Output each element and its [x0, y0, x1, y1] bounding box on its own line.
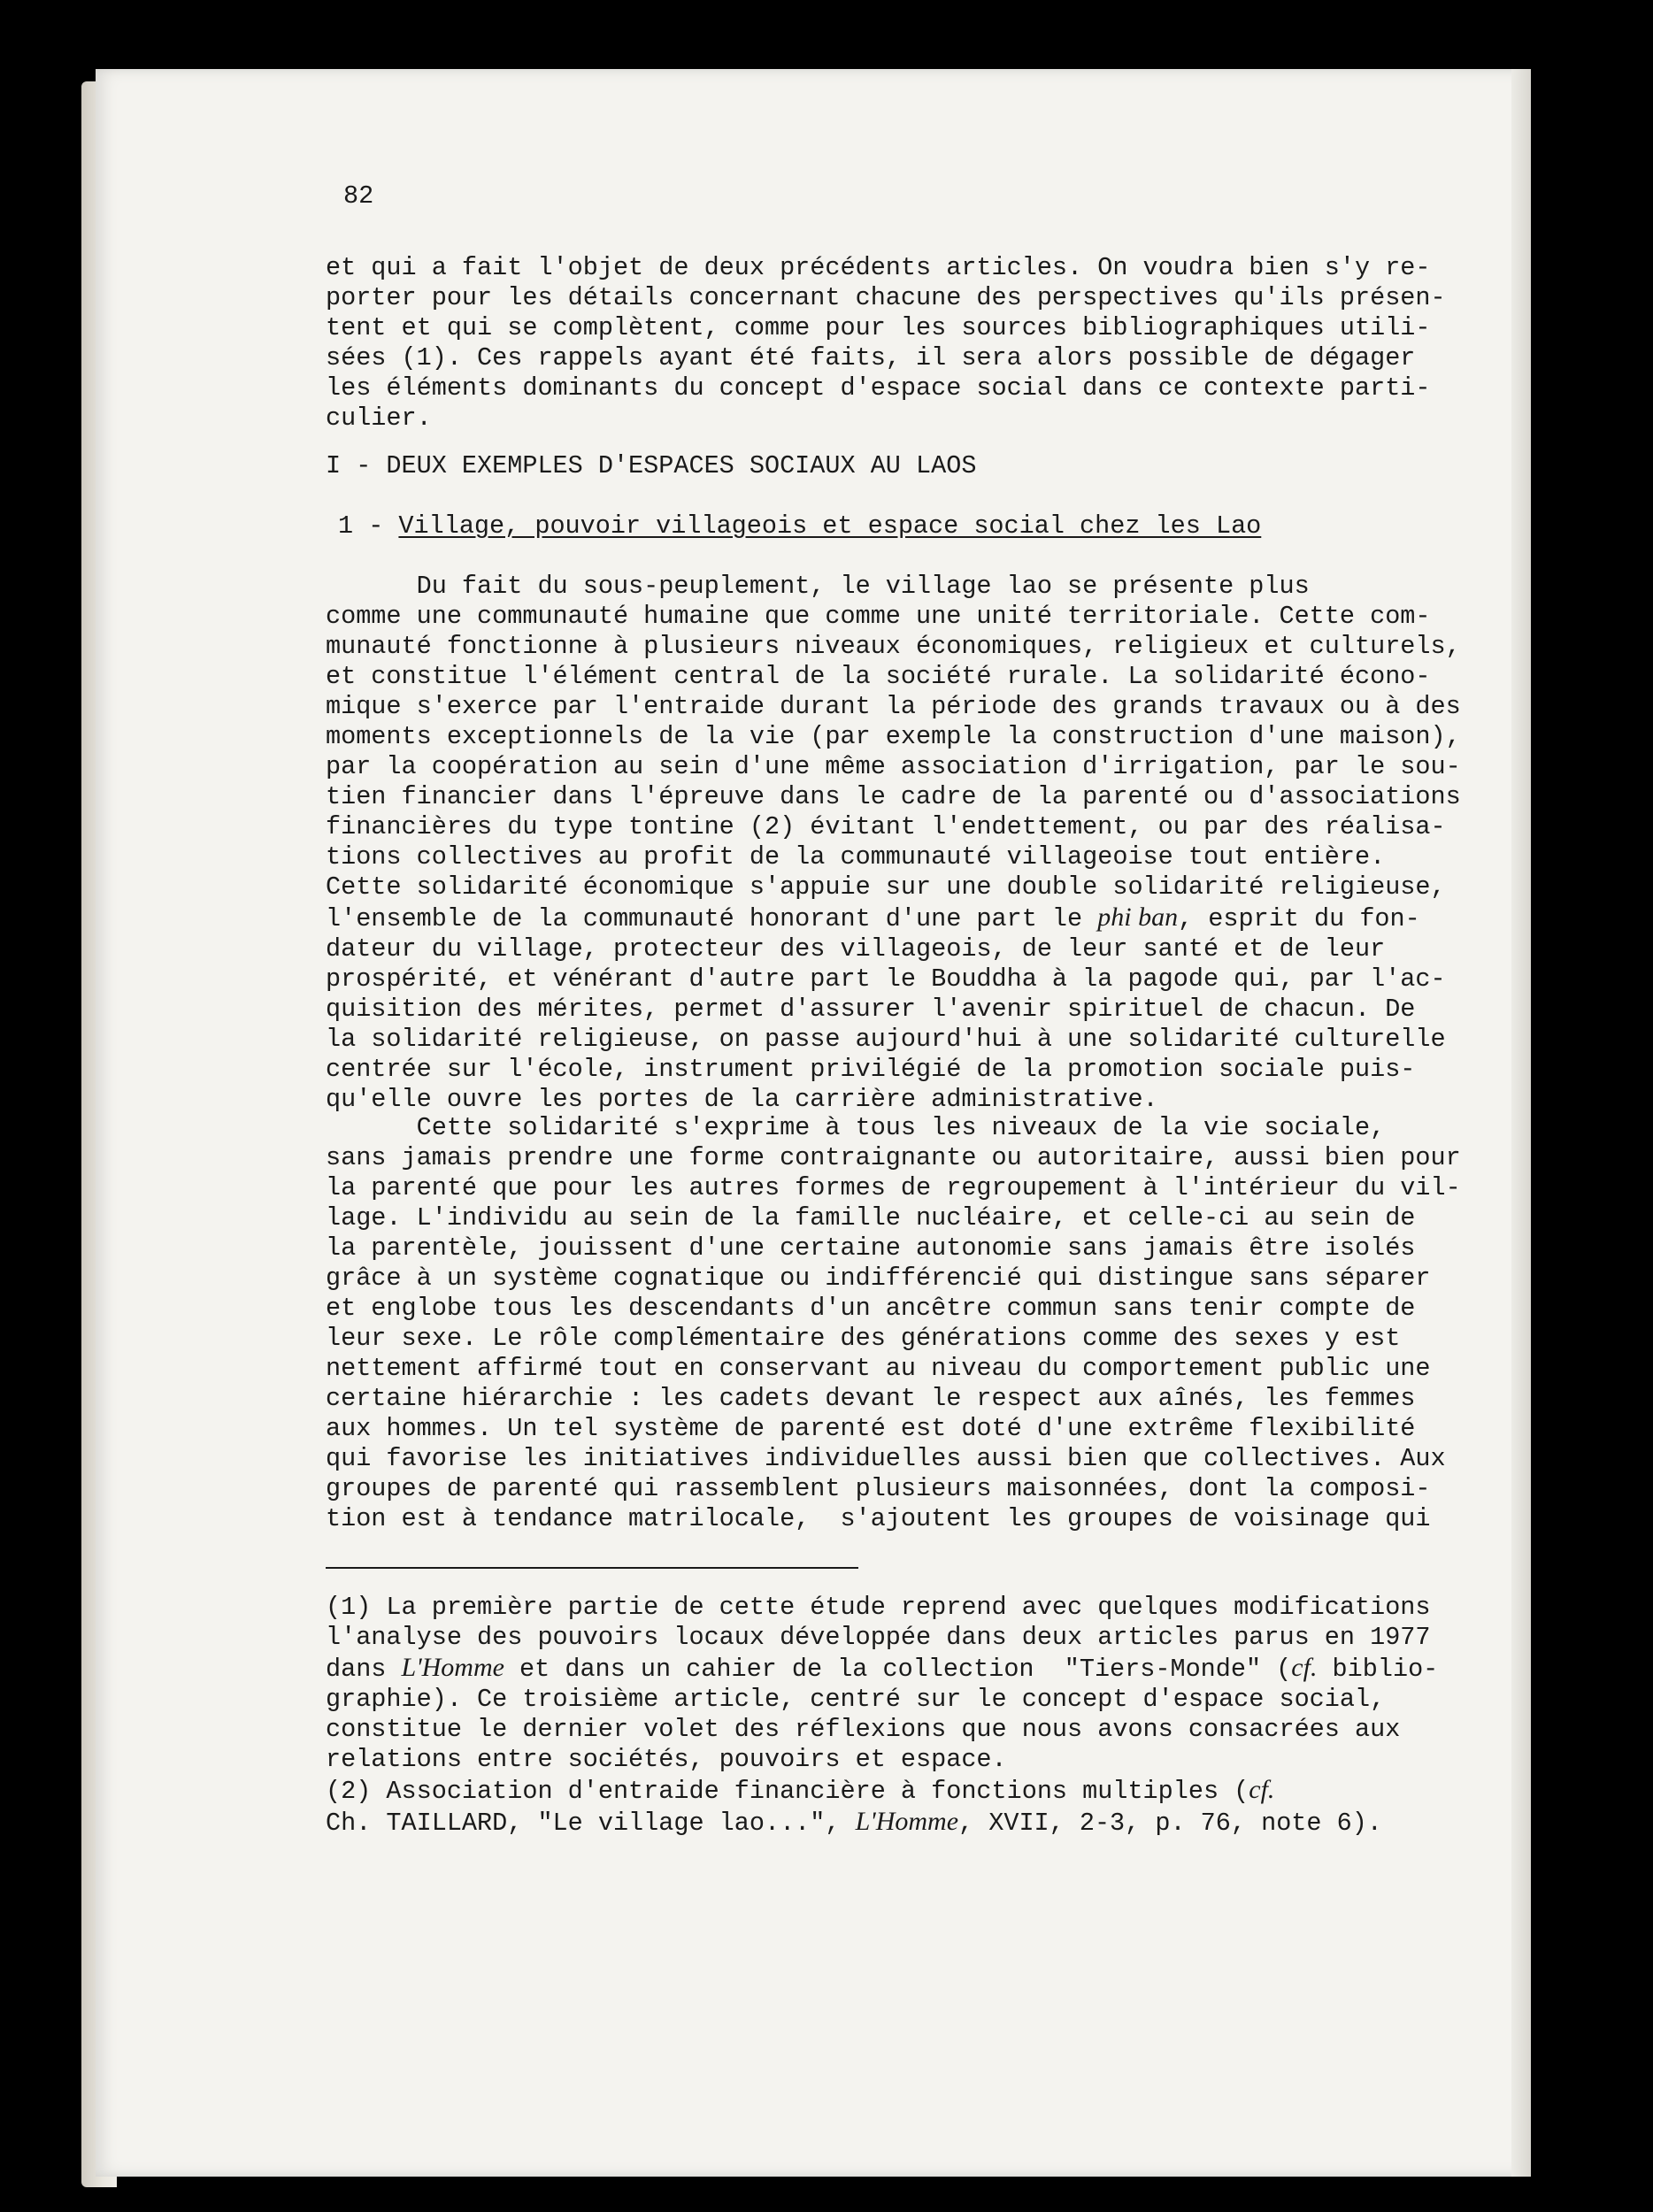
body-line: comme une communauté humaine que comme une unité territoriale. Cette com-	[326, 602, 1431, 631]
footnote-separator	[326, 1567, 858, 1569]
body-line	[326, 902, 1461, 934]
body-line: qui favorise les initiatives individuelles aussi bien que collectives. Aux	[326, 1444, 1446, 1473]
footnote-text: (2) Association d'entraide financière à fonctions multiples (	[326, 1777, 1249, 1806]
body-line: tions collectives au profit de la communauté villageoise tout entière.	[326, 842, 1386, 872]
body-line: leur sexe. Le rôle complémentaire des générations comme des sexes y est	[326, 1324, 1401, 1353]
body-line: sans jamais prendre une forme contraignante ou autoritaire, aussi bien pour	[326, 1143, 1461, 1172]
intro-line: tent et qui se complètent, comme pour les sources bibliographiques utili-	[326, 313, 1431, 342]
page-binding-shadow	[1511, 69, 1531, 2177]
intro-line: porter pour les détails concernant chacune des perspectives qu'ils présen-	[326, 283, 1446, 312]
body-line: groupes de parenté qui rassemblent plusieurs maisonnées, dont la composi-	[326, 1474, 1431, 1503]
body-line: aux hommes. Un tel système de parenté est doté d'une extrême flexibilité	[326, 1414, 1416, 1443]
body-line: nettement affirmé tout en conservant au niveau du comportement public une	[326, 1354, 1431, 1383]
footnote-line	[326, 1775, 1438, 1807]
body-line: dateur du village, protecteur des villageois, de leur santé et de leur	[326, 934, 1386, 964]
page-number: 82	[343, 181, 374, 211]
body-line: munauté fonctionne à plusieurs niveaux économiques, religieux et culturels,	[326, 632, 1461, 661]
footnote-line: constitue le dernier volet des réflexions que nous avons consacrées aux	[326, 1715, 1401, 1744]
subsection-title: Village, pouvoir villageois et espace social chez les Lao	[398, 511, 1262, 541]
italic-cf: cf.	[1291, 1653, 1318, 1682]
footnote-text: dans	[326, 1655, 402, 1684]
body-text: l'ensemble de la communauté honorant d'une part le	[326, 904, 1098, 933]
body-line: lage. L'individu au sein de la famille nucléaire, et celle-ci au sein de	[326, 1203, 1416, 1233]
subsection-heading	[338, 511, 1261, 541]
footnote-line: l'analyse des pouvoirs locaux développée dans deux articles parus en 1977	[326, 1623, 1431, 1652]
body-line: la parenté que pour les autres formes de regroupement à l'intérieur du vil-	[326, 1173, 1461, 1202]
body-line: et englobe tous les descendants d'un ancêtre commun sans tenir compte de	[326, 1294, 1416, 1323]
body-line: quisition des mérites, permet d'assurer l'avenir spirituel de chacun. De	[326, 995, 1416, 1024]
body-line: moments exceptionnels de la vie (par exemple la construction d'une maison),	[326, 722, 1461, 751]
body-line: par la coopération au sein d'une même association d'irrigation, par le sou-	[326, 752, 1461, 781]
italic-term: phi ban	[1097, 902, 1179, 932]
footnote-line: (1) La première partie de cette étude reprend avec quelques modifications	[326, 1593, 1431, 1622]
footnotes	[326, 1593, 1438, 1839]
body-line: la parentèle, jouissent d'une certaine autonomie sans jamais être isolés	[326, 1233, 1416, 1263]
body-line: grâce à un système cognatique ou indifférencié qui distingue sans séparer	[326, 1263, 1431, 1293]
body-line: et constitue l'élément central de la société rurale. La solidarité écono-	[326, 662, 1431, 691]
footnote-line: graphie). Ce troisième article, centré sur le concept d'espace social,	[326, 1685, 1386, 1714]
body-text: , esprit du fon-	[1178, 904, 1420, 933]
body-line: tien financier dans l'épreuve dans le cadre de la parenté ou d'associations	[326, 782, 1461, 811]
body-line: mique s'exerce par l'entraide durant la période des grands travaux ou à des	[326, 692, 1461, 721]
italic-title: L'Homme	[401, 1653, 504, 1682]
italic-title: L'Homme	[855, 1807, 959, 1836]
section-heading: I - DEUX EXEMPLES D'ESPACES SOCIAUX AU LAOS	[326, 451, 977, 480]
body-line: centrée sur l'école, instrument privilégié de la promotion sociale puis-	[326, 1055, 1416, 1084]
body-line: la solidarité religieuse, on passe aujourd'hui à une solidarité culturelle	[326, 1025, 1446, 1054]
body-line: certaine hiérarchie : les cadets devant le respect aux aînés, les femmes	[326, 1384, 1416, 1413]
body-line: financières du type tontine (2) évitant l'endettement, ou par des réalisa-	[326, 812, 1446, 841]
footnote-line: relations entre sociétés, pouvoirs et espace.	[326, 1745, 1007, 1774]
body-line: qu'elle ouvre les portes de la carrière administrative.	[326, 1085, 1158, 1114]
footnote-text: biblio-	[1317, 1655, 1439, 1684]
footnote-text: Ch. TAILLARD, "Le village lao...",	[326, 1809, 856, 1838]
body-line: tion est à tendance matrilocale, s'ajoutent les groupes de voisinage qui	[326, 1504, 1431, 1533]
body-paragraph-2	[326, 1113, 1461, 1534]
body-line: Cette solidarité économique s'appuie sur une double solidarité religieuse,	[326, 872, 1446, 902]
footnote-text: , XVII, 2-3, p. 76, note 6).	[958, 1809, 1382, 1838]
footnote-line	[326, 1653, 1438, 1685]
footnote-line	[326, 1807, 1438, 1839]
body-line: prospérité, et vénérant d'autre part le Bouddha à la pagode qui, par l'ac-	[326, 964, 1446, 994]
intro-line: et qui a fait l'objet de deux précédents articles. On voudra bien s'y re-	[326, 253, 1431, 282]
intro-line: les éléments dominants du concept d'espace social dans ce contexte parti-	[326, 373, 1431, 403]
body-line: Cette solidarité s'exprime à tous les niveaux de la vie sociale,	[326, 1113, 1386, 1142]
body-line: Du fait du sous-peuplement, le village lao se présente plus	[326, 572, 1310, 601]
footnote-text: et dans un cahier de la collection "Tiers-Monde" (	[504, 1655, 1292, 1684]
intro-line: sées (1). Ces rappels ayant été faits, il sera alors possible de dégager	[326, 343, 1416, 373]
subsection-number: 1 -	[338, 511, 399, 541]
body-paragraph-1	[326, 572, 1461, 1115]
intro-line: culier.	[326, 403, 432, 433]
italic-cf: cf.	[1249, 1775, 1275, 1804]
intro-paragraph	[326, 253, 1446, 434]
